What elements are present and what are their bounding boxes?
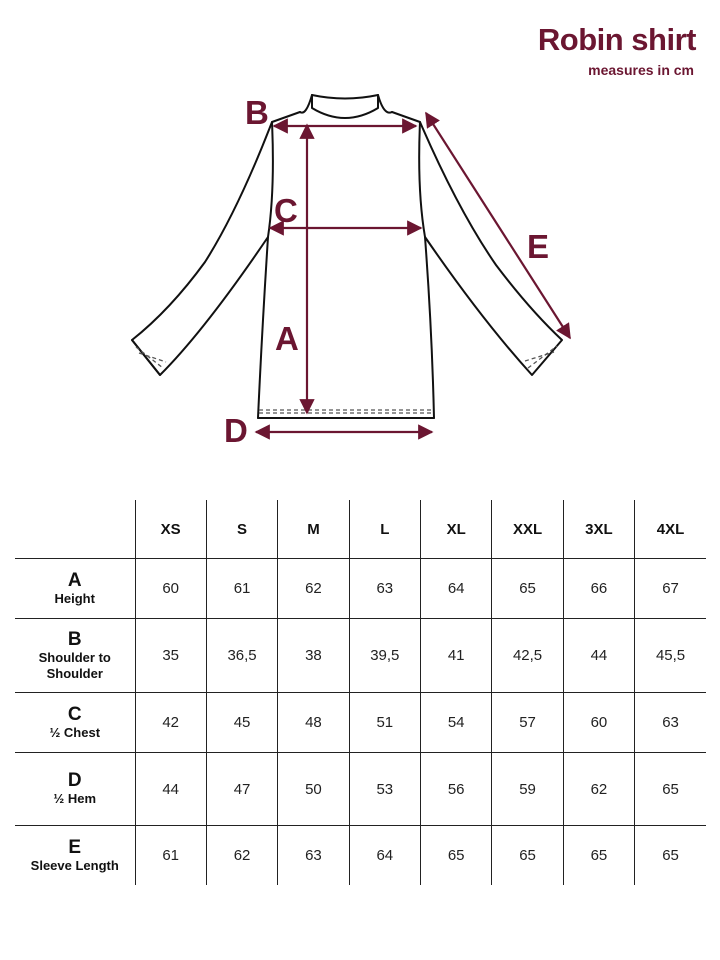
table-cell: 45 bbox=[206, 693, 277, 753]
size-header: XXL bbox=[492, 500, 563, 559]
row-header bbox=[15, 559, 135, 619]
table-cell: 62 bbox=[563, 753, 634, 826]
table-cell: 42 bbox=[135, 693, 206, 753]
label-e: E bbox=[527, 228, 550, 265]
row-header bbox=[15, 826, 135, 886]
page-title: Robin shirt bbox=[537, 22, 696, 57]
shirt-outline bbox=[132, 95, 562, 418]
table-cell: 45,5 bbox=[635, 619, 706, 693]
table-cell: 53 bbox=[349, 753, 420, 826]
row-code: E bbox=[68, 836, 82, 858]
table-cell: 65 bbox=[492, 826, 563, 886]
table-cell: 59 bbox=[492, 753, 563, 826]
row-code: A bbox=[67, 569, 82, 591]
header-corner bbox=[15, 500, 135, 559]
table-cell: 44 bbox=[563, 619, 634, 693]
table-cell: 60 bbox=[135, 559, 206, 619]
table-cell: 61 bbox=[206, 559, 277, 619]
row-header bbox=[15, 753, 135, 826]
table-cell: 50 bbox=[278, 753, 349, 826]
table-cell: 63 bbox=[635, 693, 706, 753]
size-header: M bbox=[278, 500, 349, 559]
table-row bbox=[15, 559, 706, 619]
table-cell: 54 bbox=[421, 693, 492, 753]
table-cell: 60 bbox=[563, 693, 634, 753]
label-d: D bbox=[224, 412, 248, 449]
table-cell: 47 bbox=[206, 753, 277, 826]
label-b: B bbox=[245, 94, 269, 131]
row-label: Shoulder to Shoulder bbox=[38, 649, 111, 681]
row-label: Sleeve Length bbox=[30, 857, 119, 873]
table-cell: 51 bbox=[349, 693, 420, 753]
row-label: ½ Chest bbox=[49, 724, 101, 740]
row-label: ½ Hem bbox=[53, 791, 97, 806]
table-cell: 39,5 bbox=[349, 619, 420, 693]
row-label: Height bbox=[54, 590, 95, 606]
table-cell: 62 bbox=[206, 826, 277, 886]
table-cell: 64 bbox=[421, 559, 492, 619]
row-code: B bbox=[67, 628, 82, 650]
table-row bbox=[15, 826, 706, 886]
table-cell: 64 bbox=[349, 826, 420, 886]
page-subtitle: measures in cm bbox=[588, 62, 694, 78]
table-cell: 38 bbox=[278, 619, 349, 693]
table-cell: 61 bbox=[135, 826, 206, 886]
row-code: C bbox=[67, 703, 82, 725]
table-row bbox=[15, 619, 706, 693]
table-row bbox=[15, 753, 706, 826]
row-header bbox=[15, 693, 135, 753]
table-cell: 41 bbox=[421, 619, 492, 693]
table-cell: 42,5 bbox=[492, 619, 563, 693]
table-cell: 65 bbox=[563, 826, 634, 886]
label-c: C bbox=[274, 192, 298, 229]
row-header bbox=[15, 619, 135, 693]
size-table bbox=[15, 500, 706, 885]
size-header: XL bbox=[421, 500, 492, 559]
measure-line-e bbox=[426, 113, 570, 338]
table-cell: 63 bbox=[349, 559, 420, 619]
table-cell: 65 bbox=[421, 826, 492, 886]
table-cell: 66 bbox=[563, 559, 634, 619]
table-cell: 48 bbox=[278, 693, 349, 753]
row-code: D bbox=[67, 770, 82, 791]
table-cell: 56 bbox=[421, 753, 492, 826]
table-cell: 44 bbox=[135, 753, 206, 826]
label-a: A bbox=[275, 320, 299, 357]
table-cell: 67 bbox=[635, 559, 706, 619]
table-cell: 35 bbox=[135, 619, 206, 693]
size-header: L bbox=[349, 500, 420, 559]
size-header: XS bbox=[135, 500, 206, 559]
table-header-row bbox=[15, 500, 706, 559]
table-row bbox=[15, 693, 706, 753]
table-cell: 62 bbox=[278, 559, 349, 619]
table-cell: 57 bbox=[492, 693, 563, 753]
size-header: S bbox=[206, 500, 277, 559]
stitching bbox=[136, 346, 557, 413]
table-cell: 65 bbox=[635, 753, 706, 826]
measure-lines bbox=[256, 113, 570, 432]
table-cell: 65 bbox=[492, 559, 563, 619]
shirt-diagram bbox=[0, 80, 720, 460]
table-cell: 65 bbox=[635, 826, 706, 886]
table-cell: 36,5 bbox=[206, 619, 277, 693]
size-header: 3XL bbox=[563, 500, 634, 559]
size-header: 4XL bbox=[635, 500, 706, 559]
table-cell: 63 bbox=[278, 826, 349, 886]
